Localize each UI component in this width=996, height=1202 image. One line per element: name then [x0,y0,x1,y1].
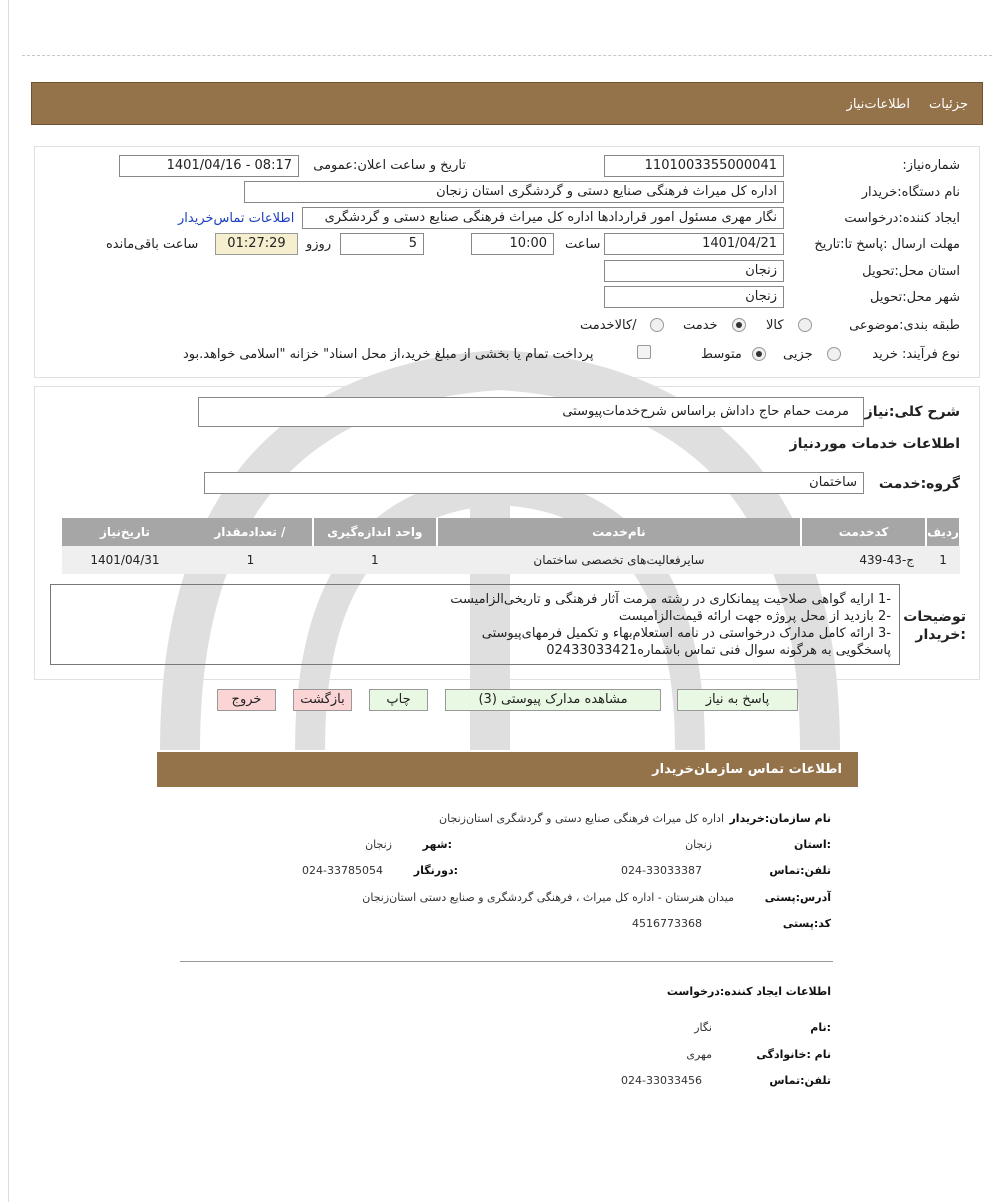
creator-field: نگار مهری مسئول امور قراردادها اداره کل میراث فرهنگی صنایع دستی و گردشگری [302,207,784,229]
page-header [31,82,983,125]
exit-button[interactable]: خروج [217,689,276,711]
process-small-label: جزیی [783,347,813,362]
creator-label: ایجاد کننده:درخواست [844,211,960,226]
category-goods-service-radio[interactable] [650,318,664,332]
view-attachments-button[interactable]: مشاهده مدارک پیوستی (3) [445,689,661,711]
col-header-row-number: ردیف [926,518,960,546]
creator-name-label: :نام [810,1021,831,1034]
cell-need-date: 1401/04/31 [62,546,188,574]
address-label: آدرس:پستی [764,891,831,904]
fax-value: 024-33785054 [302,864,383,877]
buyer-note-line: پاسخگویی به هرگونه سوال فنی تماس باشماره02433033421 [546,643,891,658]
cell-service-code: ج-43-439 [801,546,926,574]
phone-value: 024-33033387 [621,864,702,877]
category-goods-radio[interactable] [798,318,812,332]
city-contact-label: :شهر [422,838,452,851]
buyer-contact-title: اطلاعات تماس سازمان‌خریدار [652,762,842,777]
org-value: اداره کل میراث فرهنگی صنایع دستی و گردشگری استان‌زنجان [439,812,724,825]
buyer-note-line: -1 ارایه گواهی صلاحیت پیمانکاری در رشته مرمت آثار فرهنگی و تاریخی‌الزامیست [450,592,891,607]
deadline-date-field: 1401/04/21 [604,233,784,255]
buyer-notes-box [50,584,900,665]
service-group-field: ساختمان [204,472,864,494]
deadline-label: مهلت ارسال :پاسخ تا:تاریخ [814,237,960,252]
category-service-label: خدمت [683,318,718,333]
table-row [62,546,960,574]
remaining-time: 01:27:29 [215,233,298,255]
buyer-org-field: اداره کل میراث فرهنگی صنایع دستی و گردشگری استان زنجان [244,181,784,203]
category-label: طبقه بندی:موضوعی [849,318,960,333]
creator-phone-value: 024-33033456 [621,1074,702,1087]
org-label: نام سازمان:خریدار [729,812,831,825]
need-number-label: شماره‌نیاز: [902,158,960,173]
service-group-label: گروه:خدمت [878,476,960,492]
postal-code-label: کد:پستی [782,917,831,930]
days-field: 5 [340,233,424,255]
col-header-need-date: تاریخ‌نیاز [62,518,188,546]
services-title: اطلاعات خدمات موردنیاز [789,436,960,452]
province-label: استان محل:تحویل [862,264,960,279]
buyer-contact-header [157,752,858,787]
col-header-service-name: نام‌خدمت [437,518,801,546]
announce-field: 1401/04/16 - 08:17 [119,155,299,177]
process-medium-label: متوسط [701,347,742,362]
general-desc-label: شرح کلی:نیاز [864,404,960,420]
creator-family-label: نام :خانوادگی [756,1048,831,1061]
address-value: میدان هنرستان - اداره کل میراث ، فرهنگی گردشگری و صنایع دستی استان‌زنجان [362,891,734,904]
city-field: زنجان [604,286,784,308]
buyer-note-line: -3 ارائه کامل مدارک درخواستی در نامه استعلام‌بهاء و تکمیل فرمهای‌پیوستی [481,626,891,641]
need-number-field: 1101003355000041 [604,155,784,177]
fax-label: :دورنگار [413,864,458,877]
treasury-payment-checkbox[interactable] [637,345,651,359]
col-header-unit: واحد اندازه‌گیری [313,518,437,546]
process-label: نوع فرآیند: خرید [872,347,960,362]
cell-unit: 1 [313,546,437,574]
process-medium-radio[interactable] [752,347,766,361]
general-desc-field: مرمت حمام حاج داداش براساس شرح‌خدمات‌پیوستی [198,397,864,427]
col-header-quantity: / تعدادمقدار [188,518,313,546]
postal-code-value: 4516773368 [632,917,702,930]
city-contact-value: زنجان [365,838,392,851]
province-contact-label: :استان [794,838,831,851]
buyer-notes-label: توضیحات :خریدار [903,609,966,643]
contact-divider [180,961,833,962]
days-label: روزو [306,237,332,252]
province-field: زنجان [604,260,784,282]
creator-info-title: اطلاعات ایجاد کننده:درخواست [666,985,831,998]
category-service-radio[interactable] [732,318,746,332]
tab-need-info[interactable]: اطلاعات‌نیاز [846,97,910,112]
creator-family-value: مهری [686,1048,712,1061]
announce-label: تاریخ و ساعت اعلان:عمومی [313,158,466,173]
table-header-row [62,518,960,546]
category-goods-service-label: /کالاخدمت [580,318,637,333]
buyer-org-label: نام دستگاه:خریدار [861,185,960,200]
time-label: ساعت [565,237,601,252]
back-button[interactable]: بازگشت [293,689,352,711]
remaining-label: ساعت باقی‌مانده [106,237,199,252]
province-contact-value: زنجان [685,838,712,851]
city-label: شهر محل:تحویل [870,290,960,305]
print-button[interactable]: چاپ [369,689,428,711]
buyer-contact-link[interactable]: اطلاعات تماس‌خریدار [178,211,295,226]
phone-label: تلفن:تماس [769,864,831,877]
creator-name-value: نگار [694,1021,712,1034]
tab-details[interactable]: جزئیات [929,97,968,112]
deadline-time-field: 10:00 [471,233,554,255]
category-goods-label: کالا [766,318,784,333]
top-divider [22,55,992,56]
reply-button[interactable]: پاسخ به نیاز [677,689,798,711]
cell-service-name: سایرفعالیت‌های تخصصی ساختمان [437,546,801,574]
process-small-radio[interactable] [827,347,841,361]
buyer-note-line: -2 بازدید از محل پروژه جهت ارائه قیمت‌الزامیست [618,609,891,624]
creator-phone-label: تلفن:تماس [769,1074,831,1087]
cell-row-number: 1 [926,546,960,574]
treasury-payment-note: پرداخت تمام یا بخشی از مبلغ خرید،از محل اسناد" خزانه "اسلامی خواهد.بود [183,347,594,362]
services-table [62,518,961,574]
cell-quantity: 1 [188,546,313,574]
col-header-service-code: کدخدمت [801,518,926,546]
